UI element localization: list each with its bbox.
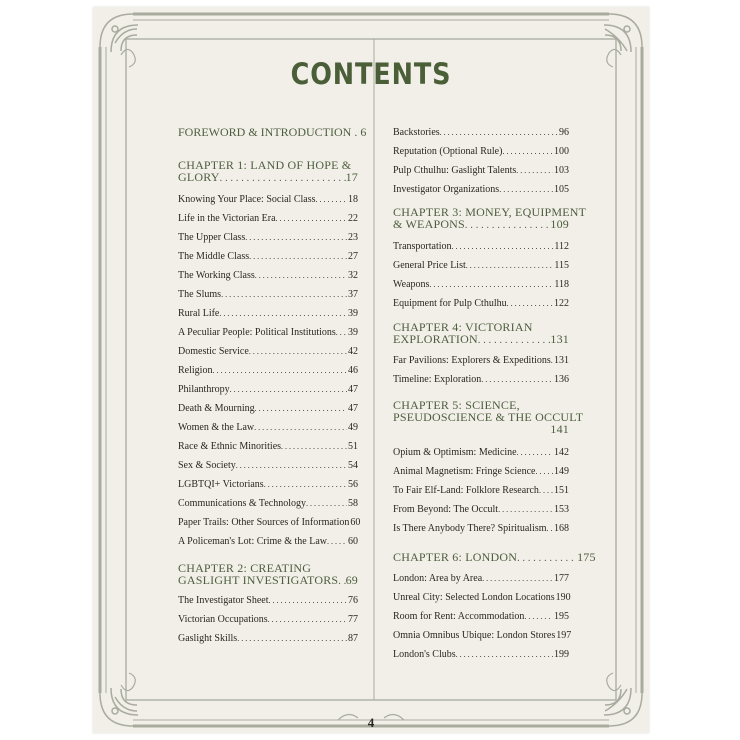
toc-entry[interactable]: The Upper Class . . . 23: [178, 232, 358, 243]
toc-entry[interactable]: Life in the Victorian Era . . . 22: [178, 213, 358, 224]
toc-entry[interactable]: Sex & Society . . . 54: [178, 460, 358, 471]
toc-entry[interactable]: To Fair Elf-Land: Folklore Research . . . 151: [393, 485, 569, 496]
toc-entry[interactable]: Communications & Technology . . . 58: [178, 498, 358, 509]
chapter-page: 141: [550, 422, 569, 436]
toc-entry[interactable]: Death & Mourning . . . 47: [178, 403, 358, 414]
toc-entry[interactable]: Race & Ethnic Minorities . . . 51: [178, 441, 358, 452]
toc-entry-page: 6: [360, 125, 367, 139]
toc-entry[interactable]: Domestic Service . . . 42: [178, 346, 358, 357]
toc-entry[interactable]: Investigator Organizations . . . 105: [393, 184, 569, 195]
toc-entry[interactable]: Animal Magnetism: Fringe Science . . . 149: [393, 466, 569, 477]
toc-chapter-2[interactable]: [178, 562, 358, 588]
toc-entry[interactable]: The Working Class . . . 32: [178, 270, 358, 281]
page-number: 4: [367, 715, 375, 730]
toc-entry[interactable]: Reputation (Optional Rule) . . . 100: [393, 146, 569, 157]
chapter-page: 109: [550, 217, 569, 231]
chapter-page: 17: [345, 170, 358, 184]
toc-entry[interactable]: London's Clubs . . . 199: [393, 649, 569, 660]
toc-entry[interactable]: Is There Anybody There? Spiritualism . . . 168: [393, 523, 569, 534]
chapter-title-line1: CHAPTER 3: MONEY, EQUIPMENT: [393, 205, 587, 219]
toc-entry[interactable]: Unreal City: Selected London Locations 190: [393, 592, 571, 603]
toc-chapter-3[interactable]: [393, 205, 587, 232]
toc-entry[interactable]: Religion . . . 46: [178, 365, 358, 376]
toc-entry[interactable]: Backstories . . . 96: [393, 127, 569, 138]
toc-entry[interactable]: Far Pavilions: Explorers & Expeditions . . . 131: [393, 355, 569, 366]
chapter-title-line2: EXPLORATION: [393, 332, 478, 346]
toc-entry[interactable]: Timeline: Exploration . . . 136: [393, 374, 569, 385]
chapter-page: 175: [577, 550, 596, 564]
toc-entry[interactable]: London: Area by Area . . . 177: [393, 573, 569, 584]
chapter-page: 131: [550, 332, 569, 346]
toc-chapter-6[interactable]: [393, 550, 596, 565]
toc-chapter-4[interactable]: [393, 321, 569, 347]
toc-entry[interactable]: LGBTQI+ Victorians . . . 56: [178, 479, 358, 490]
toc-entry[interactable]: General Price List . . . 115: [393, 260, 569, 271]
toc-entry[interactable]: The Investigator Sheet . . . 76: [178, 595, 358, 606]
toc-entry[interactable]: The Middle Class . . . 27: [178, 251, 358, 262]
chapter-title-line1: CHAPTER 4: VICTORIAN: [393, 320, 533, 334]
toc-entry[interactable]: Room for Rent: Accommodation . . . 195: [393, 611, 569, 622]
chapter-title-line2: PSEUDOSCIENCE & THE OCCULT: [393, 410, 584, 424]
toc-entry[interactable]: Knowing Your Place: Social Class . . . 18: [178, 194, 358, 205]
toc-entry-label: FOREWORD & INTRODUCTION: [178, 125, 352, 139]
toc-entry[interactable]: A Peculiar People: Political Institutions . . . 39: [178, 327, 358, 338]
toc-entry[interactable]: The Slums . . . 37: [178, 289, 358, 300]
toc-entry[interactable]: Equipment for Pulp Cthulhu . . . 122: [393, 298, 569, 309]
toc-foreword-entry[interactable]: FOREWORD & INTRODUCTION . 6: [178, 125, 367, 139]
toc-entry[interactable]: A Policeman's Lot: Crime & the Law . . . 60: [178, 536, 358, 547]
chapter-page: 69: [345, 573, 358, 587]
toc-entry[interactable]: Paper Trails: Other Sources of Information 60: [178, 517, 361, 528]
chapter-title-line1: CHAPTER 5: SCIENCE,: [393, 398, 520, 412]
toc-entry[interactable]: Women & the Law . . . 49: [178, 422, 358, 433]
toc-chapter-1[interactable]: [178, 159, 358, 185]
book-page: [93, 7, 649, 733]
chapter-title-line2: GASLIGHT INVESTIGATORS: [178, 573, 339, 587]
chapter-title-line1: CHAPTER 2: CREATING: [178, 561, 312, 575]
toc-entry[interactable]: Pulp Cthulhu: Gaslight Talents . . . 103: [393, 165, 569, 176]
chapter-title-line1: CHAPTER 1: LAND OF HOPE &: [178, 158, 352, 172]
toc-entry[interactable]: Opium & Optimism: Medicine . . . 142: [393, 447, 569, 458]
toc-entry[interactable]: Philanthropy . . . 47: [178, 384, 358, 395]
toc-entry[interactable]: Omnia Omnibus Ubique: London Stores 197: [393, 630, 572, 641]
decorative-frame: [93, 7, 649, 733]
toc-entry[interactable]: Transportation . . . 112: [393, 241, 569, 252]
toc-entry[interactable]: Gaslight Skills . . . 87: [178, 633, 358, 644]
chapter-title: CHAPTER 6: LONDON: [393, 550, 518, 564]
toc-entry[interactable]: Weapons . . . 118: [393, 279, 569, 290]
chapter-title-line2: GLORY: [178, 170, 220, 184]
toc-entry[interactable]: Victorian Occupations . . . 77: [178, 614, 358, 625]
chapter-title-line2: & WEAPONS: [393, 217, 465, 231]
toc-entry[interactable]: From Beyond: The Occult . . . 153: [393, 504, 569, 515]
toc-entry[interactable]: Rural Life . . . 39: [178, 308, 358, 319]
toc-chapter-5[interactable]: [393, 398, 584, 436]
page-title: CONTENTS: [290, 57, 452, 91]
